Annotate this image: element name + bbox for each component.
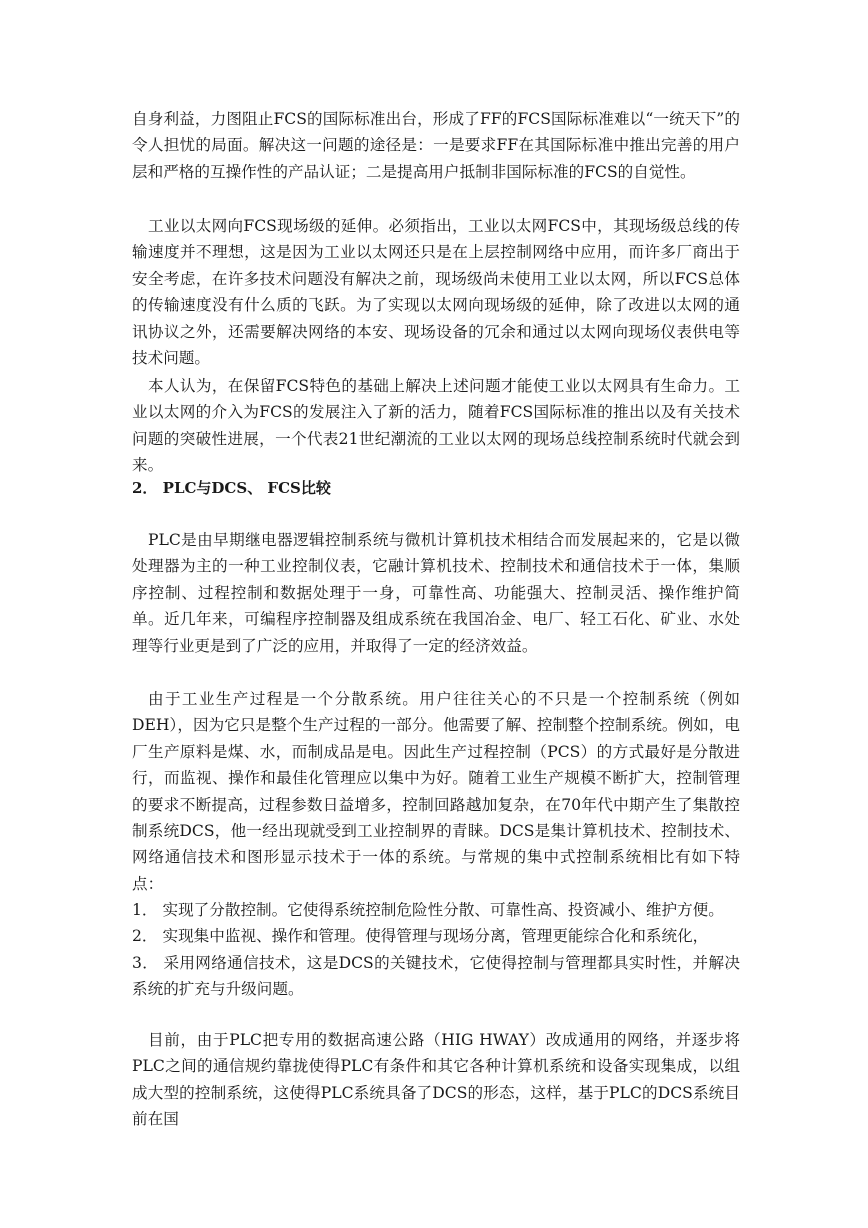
list-item: 2． 实现集中监视、操作和管理。使得管理与现场分离，管理更能综合化和系统化， <box>132 927 709 946</box>
paragraph-plc-intro: PLC是由早期继电器逻辑控制系统与微机计算机技术相结合而发展起来的，它是以微处理器为主的一种工业控制仪表，它融计算机技术、控制技术和通信技术于一体，集顺序控制、过程控制和数据处理于一身，可靠性高、功能强大、控制灵活、操作维护简单。近几年来，可编程序控制器及组成系统在我国冶金、电厂、轻工石化、矿业、水处理等行业更是到了广泛的应用，并取得了一定的经济效益。 <box>132 531 740 655</box>
list-item: 3． 采用网络通信技术，这是DCS的关键技术，它使得控制与管理都具实时性，并解决系统的扩充与升级问题。 <box>132 953 740 999</box>
paragraph-author-opinion: 本人认为，在保留FCS特色的基础上解决上述问题才能使工业以太网具有生命力。工业以太网的介入为FCS的发展注入了新的活力，随着FCS国际标准的推出以及有关技术问题的突破性进展，一个代表21世纪潮流的工业以太网的现场总线控制系统时代就会到来。 <box>132 377 740 475</box>
paragraph-plc-network: 目前，由于PLC把专用的数据高速公路（HIG HWAY）改成通用的网络，并逐步将PLC之间的通信规约靠拢使得PLC有条件和其它各种计算机系统和设备实现集成，以组成大型的控制系统，这使得PLC系统具备了DCS的形态，这样，基于PLC的DCS系统目前在国 <box>132 1031 740 1129</box>
paragraph-fcs-standard: 自身利益，力图阻止FCS的国际标准出台，形成了FF的FCS国际标准难以“一统天下”的令人担忧的局面。解决这一问题的途径是：一是要求FF在其国际标准中推出完善的用户层和严格的互操作性的产品认证；二是提高用户抵制非国际标准的FCS的自觉性。 <box>132 110 740 181</box>
list-item: 1． 实现了分散控制。它使得系统控制危险性分散、可靠性高、投资减小、维护方便。 <box>132 901 724 919</box>
section-heading: 2． PLC与DCS、 FCS比较 <box>132 479 331 497</box>
dcs-feature-list <box>132 897 740 1003</box>
paragraph-industrial-ethernet: 工业以太网向FCS现场级的延伸。必须指出，工业以太网FCS中，其现场级总线的传输速度并不理想，这是因为工业以太网还只是在上层控制网络中应用，而许多厂商出于安全考虑，在许多技术问题没有解决之前，现场级尚未使用工业以太网，所以FCS总体的传输速度没有什么质的飞跃。为了实现以太网向现场级的延伸，除了改进以太网的通讯协议之外，还需要解决网络的本安、现场设备的冗余和通过以太网向现场仪表供电等技术问题。 <box>132 217 740 368</box>
paragraph-dcs-background: 由于工业生产过程是一个分散系统。用户往往关心的不只是一个控制系统（例如DEH），因为它只是整个生产过程的一部分。他需要了解、控制整个控制系统。例如，电厂生产原料是煤、水，而制成品是电。因此生产过程控制（PCS）的方式最好是分散进行，而监视、操作和最佳化管理应以集中为好。随着工业生产规模不断扩大，控制管理的要求不断提高，过程参数日益增多，控制回路越加复杂，在70年代中期产生了集散控制系统DCS，他一经出现就受到工业控制界的青睐。DCS是集计算机技术、控制技术、网络通信技术和图形显示技术于一体的系统。与常规的集中式控制系统相比有如下特点： <box>132 690 740 893</box>
